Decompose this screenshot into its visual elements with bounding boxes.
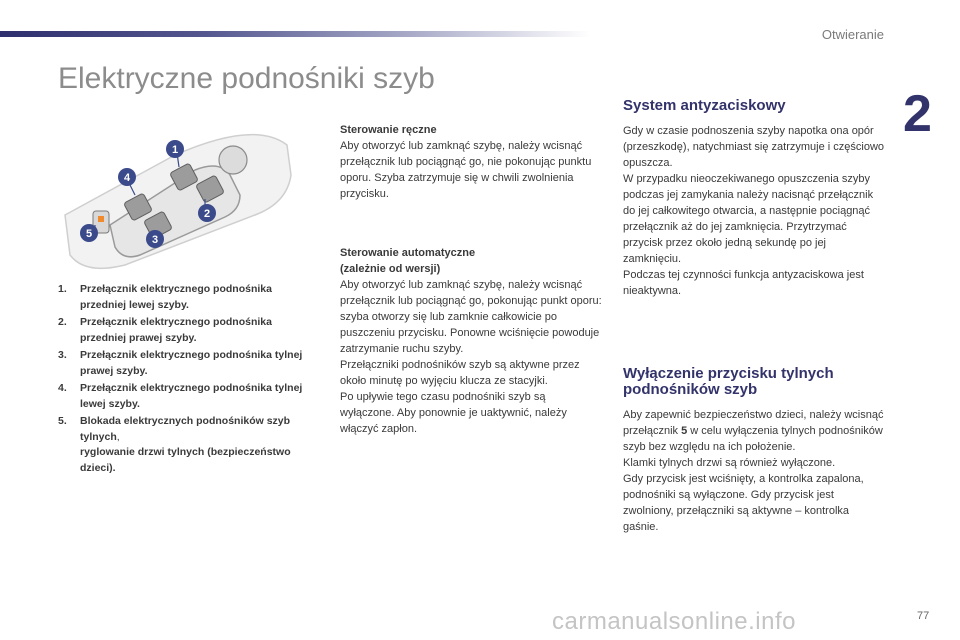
switch-legend	[58, 282, 318, 478]
legend-number: 5.	[58, 415, 67, 427]
legend-text: Przełącznik elektrycznego podnośnika tylnej lewej szyby.	[80, 382, 303, 410]
automatic-control-version-note: (zależnie od wersji)	[340, 263, 441, 275]
callout-1-label: 1	[171, 144, 179, 156]
page-number: 77	[917, 610, 930, 622]
rear-lockout-section	[623, 366, 885, 535]
mirror-knob	[219, 146, 247, 174]
legend-item-2	[58, 315, 318, 346]
rear-lockout-switch-number: 5	[681, 425, 688, 437]
automatic-control-heading: Sterowanie automatyczne	[340, 247, 476, 259]
callout-5	[80, 224, 98, 242]
manual-control-heading: Sterowanie ręczne	[340, 124, 437, 136]
legend-text-bold: Blokada elektrycznych podnośników szyb tylnych	[80, 415, 291, 443]
anti-pinch-body-3: Podczas tej czynności funkcja antyzaciskowa jest nieaktywna.	[623, 269, 864, 297]
manual-control-body: Aby otworzyć lub zamknąć szybę, należy wcisnąć przełącznik lub pociągnąć go, nie pokonując punktu oporu. Szyba zatrzymuje się w chwili zwolnienia przycisku.	[340, 140, 592, 200]
rear-lockout-body-1c: w celu wyłączenia tylnych podnośników szyb bez względu na ich położenie.	[623, 425, 883, 453]
legend-number: 3.	[58, 349, 67, 361]
legend-text: Przełącznik elektrycznego podnośnika tylnej prawej szyby.	[80, 349, 303, 377]
legend-number: 1.	[58, 283, 67, 295]
legend-item-5	[58, 414, 318, 476]
rear-lockout-body-1a: Aby zapewnić bezpieczeństwo dzieci, należy wcisnąć przełącznik	[623, 409, 884, 437]
automatic-control-body-1: Aby otworzyć lub zamknąć szybę, należy wcisnąć przełącznik lub pociągnąć go, pokonując punkt oporu: szyba otworzy się lub zamknie całkowicie po puszczeniu przycisku. Ponowne wciśnięcie powoduje zatrzymanie ruchu szyby.	[340, 279, 602, 355]
header-gradient-bar	[0, 31, 590, 37]
rear-lockout-body-3: Gdy przycisk jest wciśnięty, a kontrolka zapalona, podnośniki są wyłączone. Gdy przycisk jest zwolniony, przełączniki są aktywne – kontrolka gaśnie.	[623, 473, 864, 533]
callout-2-label: 2	[203, 208, 211, 220]
rear-lockout-body-2: Klamki tylnych drzwi są również wyłączone.	[623, 457, 836, 469]
legend-text: Przełącznik elektrycznego podnośnika przedniej lewej szyby.	[80, 283, 272, 311]
legend-text-bold-2: ryglowanie drzwi tylnych (bezpieczeństwo dzieci).	[80, 446, 291, 474]
section-label: Otwieranie	[821, 27, 884, 42]
legend-text: Przełącznik elektrycznego podnośnika przedniej prawej szyby.	[80, 316, 272, 344]
legend-item-3	[58, 348, 318, 379]
legend-text-comma: ,	[116, 430, 120, 443]
legend-number: 4.	[58, 382, 67, 394]
automatic-control-section	[340, 245, 602, 437]
switch-panel-drawing	[55, 115, 295, 275]
legend-item-1	[58, 282, 318, 313]
watermark: carmanualsonline.info	[552, 608, 796, 635]
legend-number: 2.	[58, 316, 67, 328]
anti-pinch-body-2: W przypadku nieoczekiwanego opuszczenia szyby podczas jej zamykania należy nacisnąć przełącznik do jej całkowitego otwarcia, a następnie pociągnąć przełącznik aż do jej zamknięcia. Przytrzymać przycisk przez około jedną sekundę po jej zamknięciu.	[623, 173, 874, 265]
anti-pinch-title: System antyzaciskowy	[623, 97, 786, 114]
callout-5-label: 5	[85, 228, 93, 240]
callout-3	[146, 230, 164, 248]
anti-pinch-section	[623, 98, 885, 299]
automatic-control-body-2: Przełączniki podnośników szyb są aktywne przez około minutę po wyjęciu klucza ze stacyjki.	[340, 359, 580, 387]
callout-4-label: 4	[123, 172, 131, 184]
automatic-control-body-3: Po upływie tego czasu podnośniki szyb są wyłączone. Aby ponownie je uaktywnić, należy włączyć zapłon.	[340, 391, 567, 435]
page-title: Elektryczne podnośniki szyb	[58, 62, 435, 95]
legend-item-4	[58, 381, 318, 412]
rear-lockout-title: Wyłączenie przycisku tylnych podnośników szyb	[623, 365, 834, 398]
anti-pinch-body-1: Gdy w czasie podnoszenia szyby napotka ona opór (przeszkodę), natychmiast się zatrzymuje i częściowo opuszcza.	[623, 125, 885, 169]
chapter-number: 2	[903, 85, 932, 143]
child-lock-led	[98, 216, 104, 222]
callout-3-label: 3	[151, 234, 159, 246]
rear-lockout-body-1	[623, 407, 885, 455]
manual-control-section	[340, 122, 602, 202]
window-switch-panel-illustration	[55, 115, 295, 275]
